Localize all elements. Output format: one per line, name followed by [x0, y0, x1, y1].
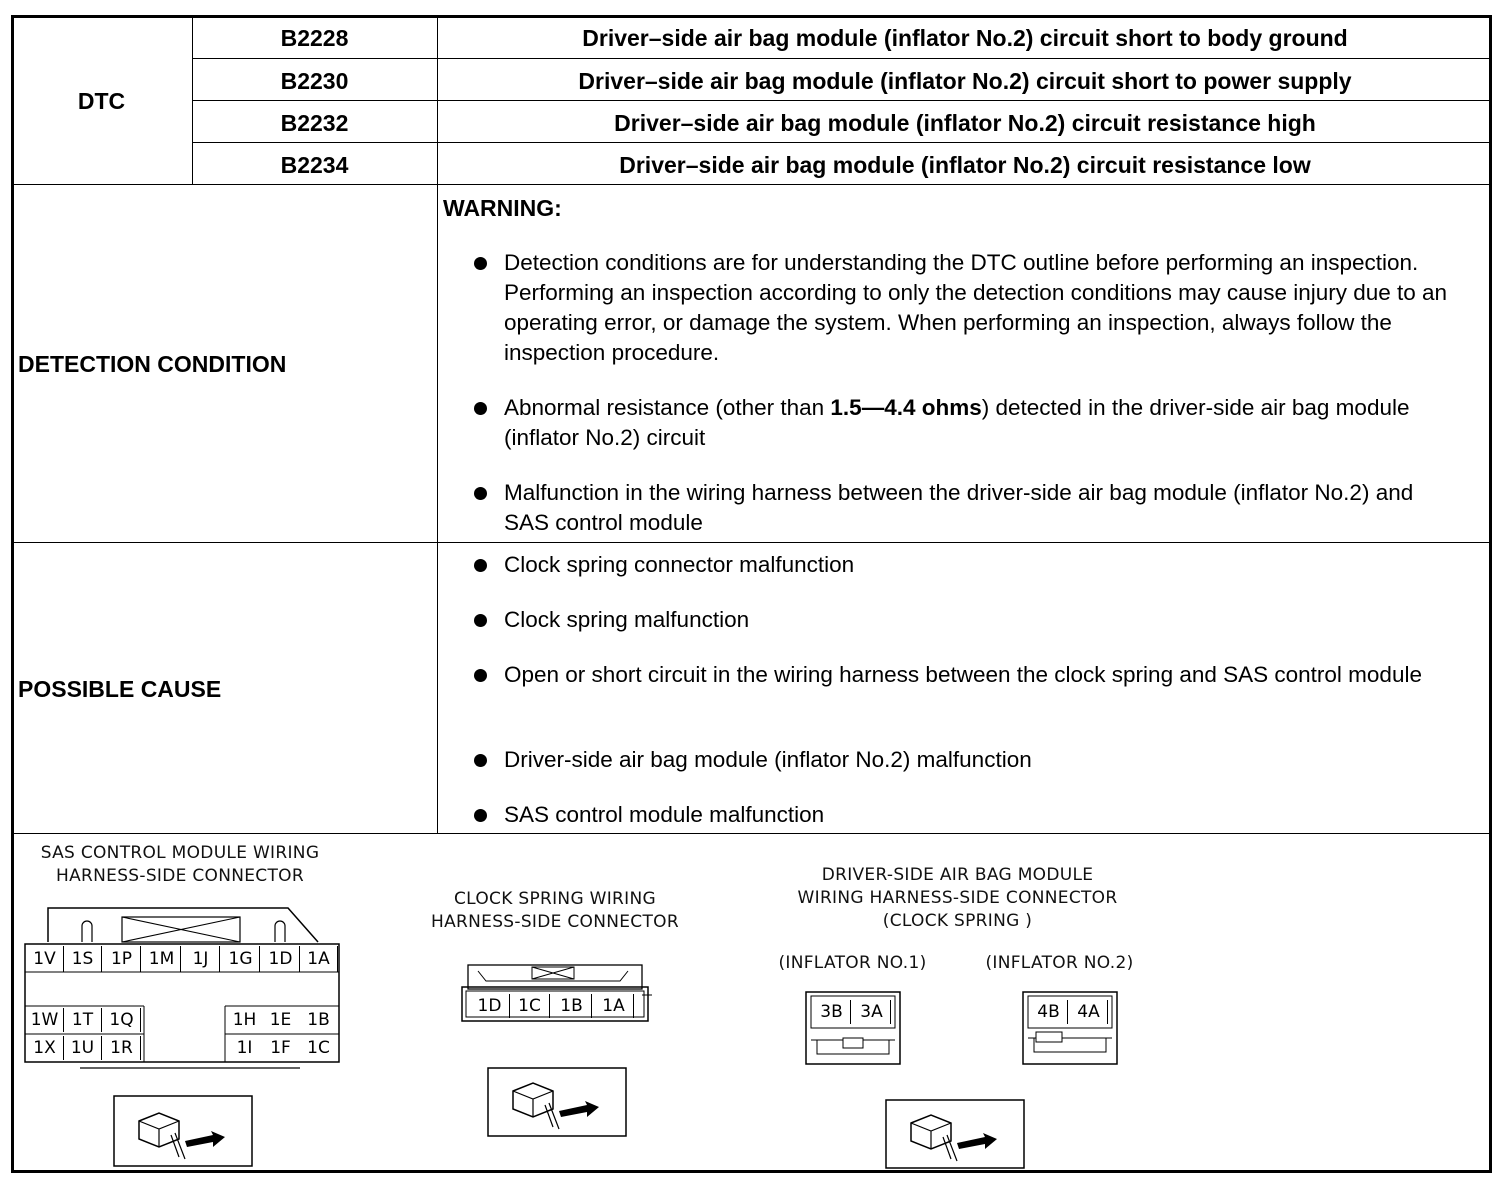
dtc-code: B2234: [280, 152, 349, 178]
warning-heading: WARNING:: [443, 195, 562, 221]
dtc-label: DTC: [77, 88, 126, 114]
bullet-icon: [474, 669, 487, 682]
connector-pin: 1D: [262, 946, 300, 972]
inflator-1-label: (INFLATOR NO.1): [778, 953, 927, 973]
row-divider: [192, 58, 1490, 59]
connector-pin: 4A: [1070, 1000, 1108, 1024]
bullet-icon: [474, 257, 487, 270]
connector-pin: 1P: [103, 946, 141, 972]
connector-pin: 1X: [26, 1036, 64, 1060]
dtc-code: B2228: [280, 25, 349, 51]
dtc-description: Driver–side air bag module (inflator No.2) circuit resistance high: [614, 110, 1316, 136]
row-divider: [11, 184, 1492, 185]
connector-pin: 1C: [307, 1038, 330, 1058]
connector-pin: 1T: [64, 1008, 102, 1032]
connector-pin: 1A: [594, 994, 634, 1018]
connector-pin: 1G: [222, 946, 260, 972]
connector-pin: 4B: [1030, 1000, 1068, 1024]
detection-bullet-text: Abnormal resistance (other than 1.5—4.4 ohms) detected in the driver-side air bag module (inflator No.2) circuit: [504, 395, 1410, 450]
dtc-description: Driver–side air bag module (inflator No.2) circuit short to power supply: [578, 68, 1352, 94]
connector-pin: 1R: [103, 1036, 141, 1060]
row-divider: [192, 100, 1490, 101]
connector-pin: 1J: [182, 946, 220, 972]
connector-pin: 1I: [236, 1038, 253, 1058]
dtc-description: Driver–side air bag module (inflator No.2) circuit short to body ground: [582, 25, 1348, 51]
clock-spring-connector-title: CLOCK SPRING WIRING HARNESS-SIDE CONNECTOR: [431, 889, 679, 932]
dtc-description: Driver–side air bag module (inflator No.2) circuit resistance low: [619, 152, 1311, 178]
sas-connector-title: SAS CONTROL MODULE WIRING HARNESS-SIDE CONNECTOR: [40, 843, 320, 886]
detection-condition-label: DETECTION CONDITION: [18, 351, 287, 377]
row-divider: [192, 142, 1490, 143]
connector-pin: 1S: [64, 946, 102, 972]
probe-connector-icon: [885, 1099, 1025, 1169]
connector-pin: 1U: [64, 1036, 102, 1060]
connector-pin: 1V: [26, 946, 64, 972]
cause-bullet-text: Open or short circuit in the wiring harness between the clock spring and SAS control module: [504, 662, 1422, 687]
connector-pin: 1D: [470, 994, 510, 1018]
row-divider: [11, 542, 1492, 543]
connector-pin: 1E: [269, 1010, 292, 1030]
detection-bullet-text: Detection conditions are for understanding the DTC outline before performing an inspection. Performing an inspection according to only the detection conditions may cause injury due to an operating error, or damage the system. When performing an inspection, always follow the inspection procedure.: [504, 250, 1448, 365]
inflator-2-label: (INFLATOR NO.2): [985, 953, 1134, 973]
detection-bullet-text: Malfunction in the wiring harness between the driver-side air bag module (inflator No.2) and SAS control module: [504, 480, 1414, 535]
possible-cause-label: POSSIBLE CAUSE: [18, 676, 222, 702]
airbag-connector-title: DRIVER-SIDE AIR BAG MODULE WIRING HARNESS-SIDE CONNECTOR (CLOCK SPRING ): [797, 865, 1118, 931]
cause-bullet-text: Clock spring malfunction: [504, 607, 750, 632]
cause-bullet-text: SAS control module malfunction: [504, 802, 825, 827]
bullet-icon: [474, 487, 487, 500]
bullet-icon: [474, 754, 487, 767]
connector-pin: 3B: [813, 1000, 851, 1024]
resistance-range: 1.5—4.4 ohms: [830, 395, 982, 420]
probe-connector-icon: [487, 1067, 627, 1137]
connector-pin: 1Q: [103, 1008, 141, 1032]
connector-pin: 1W: [26, 1008, 64, 1032]
connector-pin: 1M: [143, 946, 181, 972]
bullet-icon: [474, 614, 487, 627]
dtc-code: B2230: [280, 68, 349, 94]
connector-pin: 1C: [510, 994, 550, 1018]
connector-pin: 1H: [232, 1010, 257, 1030]
row-divider: [11, 833, 1492, 834]
connector-pin: 1B: [307, 1010, 330, 1030]
bullet-icon: [474, 402, 487, 415]
bullet-icon: [474, 809, 487, 822]
col-divider: [437, 15, 438, 834]
cause-bullet-text: Driver-side air bag module (inflator No.2) malfunction: [504, 747, 1032, 772]
dtc-code: B2232: [280, 110, 349, 136]
connector-pin: 1A: [300, 946, 338, 972]
probe-connector-icon: [113, 1095, 253, 1167]
connector-pin: 1F: [270, 1038, 291, 1058]
connector-pin: 3A: [853, 1000, 891, 1024]
connector-pin: 1B: [552, 994, 592, 1018]
cause-bullet-text: Clock spring connector malfunction: [504, 552, 855, 577]
bullet-icon: [474, 559, 487, 572]
